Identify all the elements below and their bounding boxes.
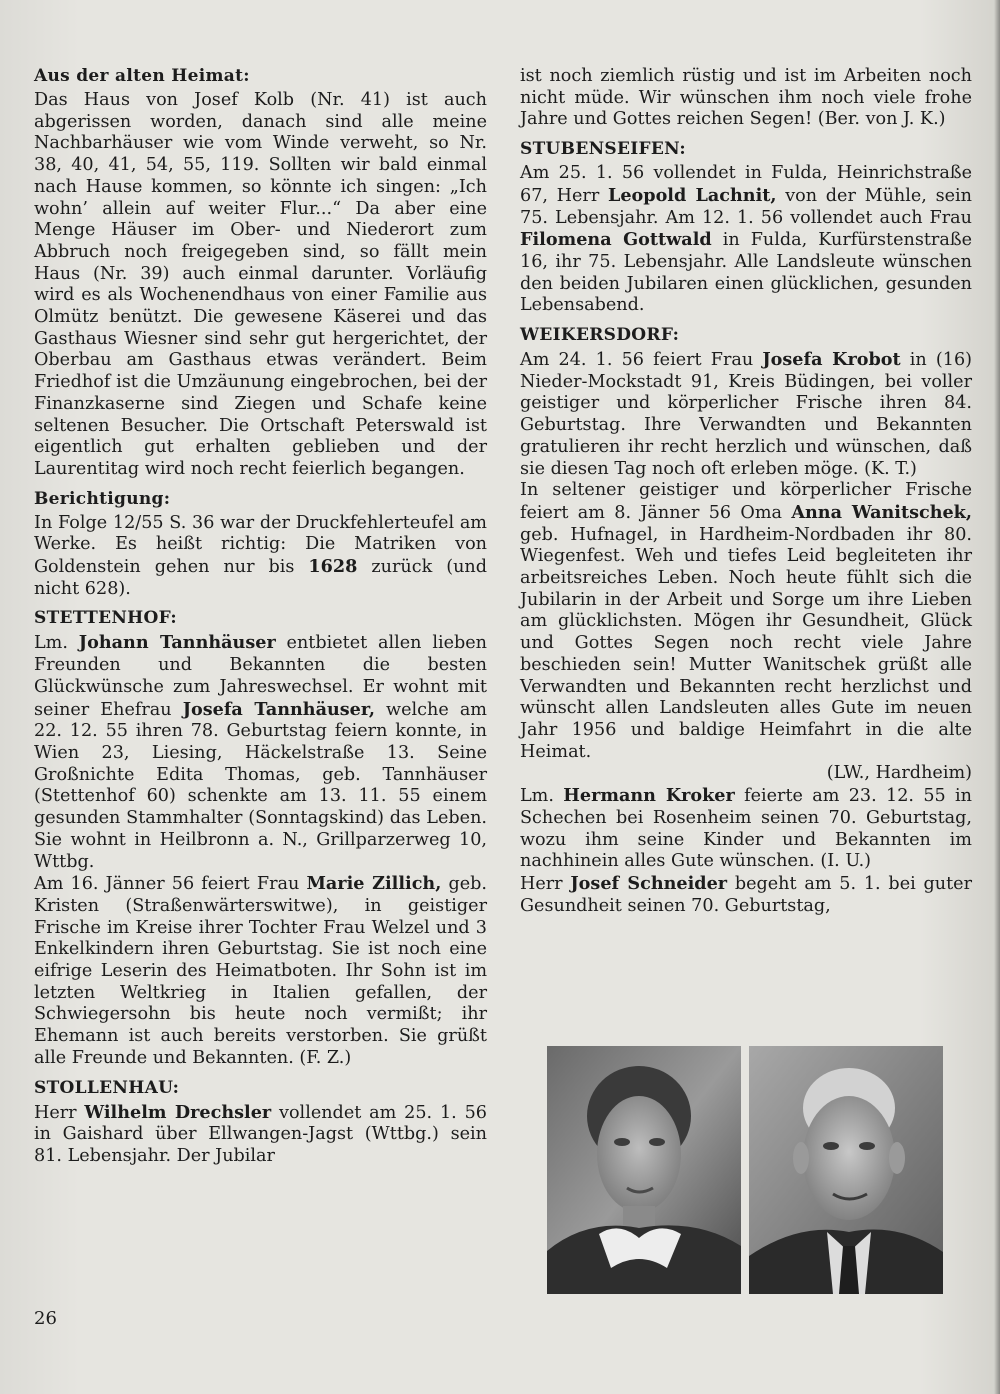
- paragraph-stettenhof-tannhaeuser: Lm. Johann Tannhäuser entbietet allen lieben Freunden und Bekannten die besten Glückwünsche zum Jahreswechsel. Er wohnt mit seiner Ehefrau Josefa Tannhäuser, welche am 22. 12. 55 ihren 78. Geburtstag feiern konnte, in Wien 23, Liesing, Häckelstraße 13. Seine Großnichte Edita Thomas, geb. Tannhäuser (Stettenhof 60) schenkte am 13. 11. 55 einem gesunden Stammhalter (Sonntagskind) das Leben. Sie wohnt in Heilbronn a. N., Grillparzerweg 10, Wttbg.: [34, 632, 487, 872]
- right-column: [520, 66, 972, 917]
- name-leopold-lachnit: Leopold Lachnit,: [607, 184, 777, 206]
- name-josef-schneider: Josef Schneider: [570, 872, 728, 894]
- paragraph-weikersdorf-krobot: Am 24. 1. 56 feiert Frau Josefa Krobot in (16) Nieder-Mockstadt 91, Kreis Büdingen, bei voller geistiger und körperlicher Frische ihren 84. Geburtstag. Ihre Verwandten und Bekannten gratulieren ihr recht herzlich und wünschen, daß sie diesen Tag noch oft erleben möge. (K. T.): [520, 349, 973, 479]
- heading-stettenhof: STETTENHOF:: [34, 608, 177, 629]
- heading-stubenseifen: STUBENSEIFEN:: [520, 139, 686, 160]
- heading-berichtigung: Berichtigung:: [34, 488, 171, 509]
- paragraph-heimat: Das Haus von Josef Kolb (Nr. 41) ist auch abgerissen worden, danach sind alle meine Nachbarhäuser wie vom Winde verweht, so Nr. 38, 40, 41, 54, 55, 119. Sollten wir bald einmal nach Hause kommen, so könnte ich singen: „Ich wohn’ allein auf weiter Flur...“ Da aber eine Menge Häuser im Ober- und Niederort zum Abbruch noch freigegeben sind, so fällt mein Haus (Nr. 39) auch einmal darunter. Vorläufig wird es als Wochenendhaus von einer Familie aus Olmütz benützt. Die gewesene Käserei und das Gasthaus Wiesner sind sehr gut hergerichtet, der Oberbau am Gasthaus etwas verändert. Beim Friedhof ist die Umzäunung eingebrochen, bei der Finanzkaserne sind Ziegen und Schafe keine seltenen Besucher. Die Ortschaft Peterswald ist eigentlich gut erhalten geblieben und der Laurentitag wird noch recht feierlich begangen.: [34, 90, 487, 479]
- page-edge-shadow: [994, 0, 1000, 1394]
- heading-weikersdorf: WEIKERSDORF:: [520, 325, 680, 346]
- name-marie-zillich: Marie Zillich,: [306, 873, 442, 895]
- page-number: 26: [34, 1308, 57, 1329]
- name-josefa-tannhaeuser: Josefa Tannhäuser,: [182, 698, 375, 720]
- paragraph-stollenhau: Herr Wilhelm Drechsler vollendet am 25. 1. 56 in Gaishard über Ellwangen-Jagst (Wttbg.) sein 81. Lebensjahr. Der Jubilar: [34, 1101, 487, 1166]
- name-hermann-kroker: Hermann Kroker: [563, 785, 735, 807]
- heading-aus-der-alten-heimat: Aus der alten Heimat:: [34, 66, 250, 86]
- portrait-woman-photo: [547, 1046, 741, 1294]
- name-josefa-krobot: Josefa Krobot: [762, 349, 901, 371]
- heading-stollenhau: STOLLENHAU:: [34, 1077, 180, 1098]
- paragraph-weikersdorf-wanitschek: In seltener geistiger und körperlicher Frische feiert am 8. Jänner 56 Oma Anna Wanitschek, geb. Hufnagel, in Hardheim-Nordbaden ihr 80. Wiegenfest. Weh und tiefes Leid begleiteten ihr arbeitsreiches Leben. Noch heute fühlt sich die Jubilarin in der Arbeit und Sorge um ihre Lieben am glücklichsten. Mögen ihr Gesundheit, Glück und Gottes Segen noch recht viele Jahre beschieden sein! Mutter Wanitschek grüßt alle Verwandten und Bekannten recht herzlichst und wünscht allen Landsleuten alles Gute im neuen Jahr 1956 und baldige Heimfahrt in die alte Heimat. (LW., Hardheim): [520, 480, 972, 784]
- signature-hardheim: (LW., Hardheim): [826, 763, 972, 784]
- name-wilhelm-drechsler: Wilhelm Drechsler: [84, 1101, 272, 1123]
- portrait-woman-image: [547, 1046, 741, 1294]
- name-anna-wanitschek: Anna Wanitschek,: [791, 501, 972, 523]
- paragraph-weikersdorf-kroker: Lm. Hermann Kroker feierte am 23. 12. 55 in Schechen bei Rosenheim seinen 70. Geburtstag, wozu ihm seine Kinder und Bekannten im nachhinein alles Gute wünschen. (I. U.): [520, 785, 972, 872]
- name-johann-tannhaeuser: Johann Tannhäuser: [78, 632, 276, 654]
- name-filomena-gottwald: Filomena Gottwald: [520, 229, 712, 251]
- paragraph-stettenhof-zillich: Am 16. Jänner 56 feiert Frau Marie Zillich, geb. Kristen (Straßenwärterswitwe), in geistiger Frische im Kreise ihrer Tochter Frau Welzel und 3 Enkelkindern ihren Geburtstag. Sie ist noch eine eifrige Leserin des Heimatboten. Ihr Sohn ist im letzten Weltkrieg in Italien gefallen, der Schwiegersohn bis heute noch vermißt; ihr Ehemann ist auch bereits verstorben. Sie grüßt alle Freunde und Bekannten. (F. Z.): [34, 873, 487, 1068]
- portrait-photos: [547, 1046, 943, 1294]
- paragraph-stollenhau-continued: ist noch ziemlich rüstig und ist im Arbeiten noch nicht müde. Wir wünschen ihm noch viele frohe Jahre und Gottes reichen Segen! (Ber. von J. K.): [520, 66, 972, 130]
- paragraph-weikersdorf-schneider: Herr Josef Schneider begeht am 5. 1. bei guter Gesundheit seinen 70. Geburtstag,: [520, 872, 972, 916]
- portrait-man-image: [749, 1046, 943, 1294]
- paragraph-berichtigung: In Folge 12/55 S. 36 war der Druckfehlerteufel am Werke. Es heißt richtig: Die Matriken von Goldenstein gehen nur bis 1628 zurück (und nicht 628).: [34, 512, 487, 599]
- left-column: [34, 66, 487, 1168]
- paragraph-stubenseifen: Am 25. 1. 56 vollendet in Fulda, Heinrichstraße 67, Herr Leopold Lachnit, von der Mühle, sein 75. Lebensjahr. Am 12. 1. 56 vollendet auch Frau Filomena Gottwald in Fulda, Kurfürstenstraße 16, ihr 75. Lebensjahr. Alle Landsleute wünschen den beiden Jubilaren einen glücklichen, gesunden Lebensabend.: [520, 163, 972, 316]
- portrait-man-photo: [749, 1046, 943, 1294]
